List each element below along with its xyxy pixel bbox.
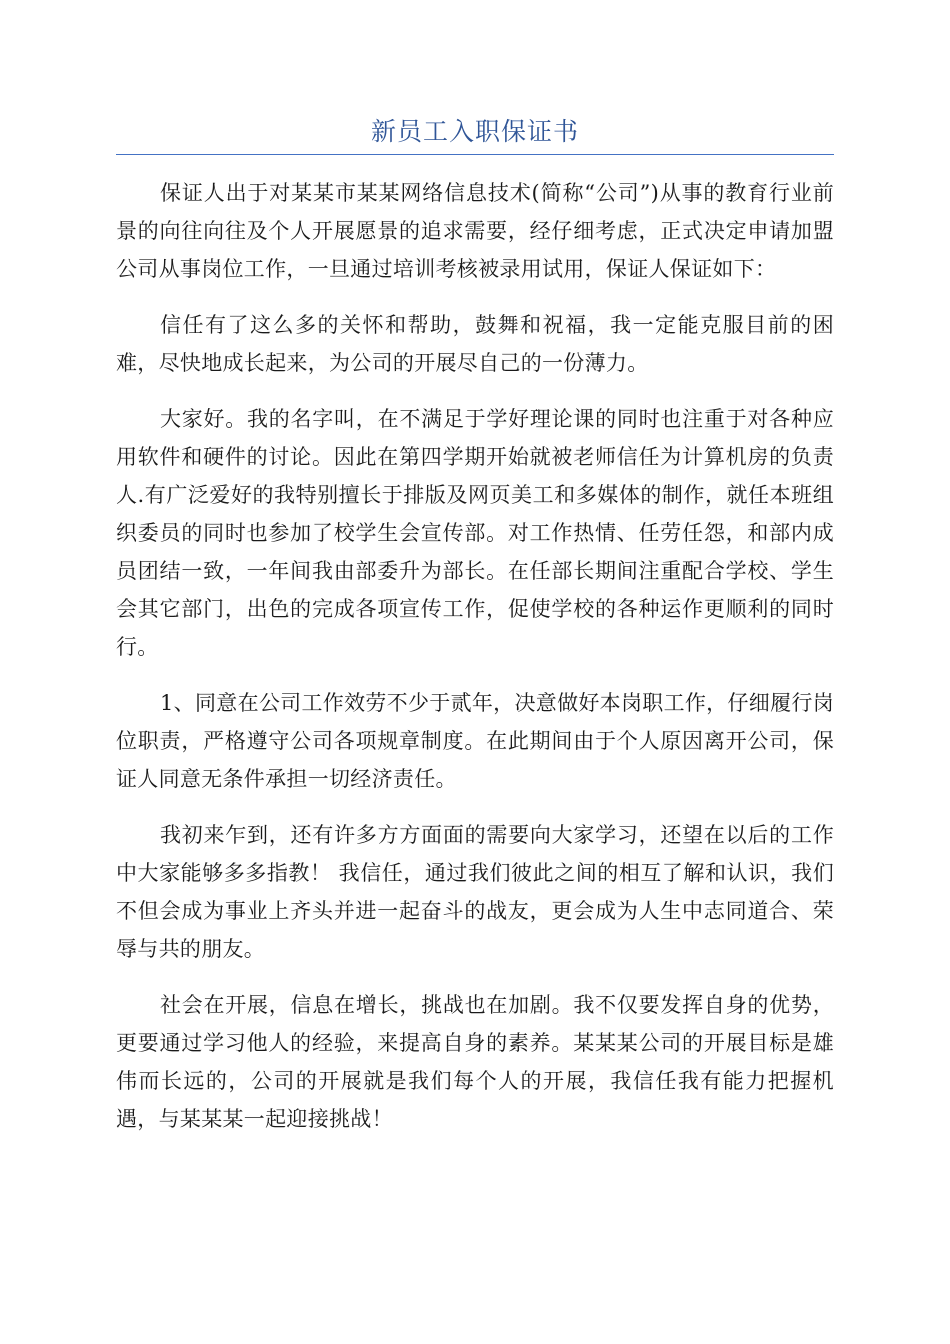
document-title: 新员工入职保证书 bbox=[370, 117, 579, 146]
paragraph-clause-1: 1、同意在公司工作效劳不少于贰年，决意做好本岗职工作，仔细履行岗位职责，严格遵守公司各项规章制度。在此期间由于个人原因离开公司，保证人同意无条件承担一切经济责任。 bbox=[116, 691, 834, 791]
paragraph-newcomer: 我初来乍到，还有许多方方面面的需要向大家学习，还望在以后的工作中大家能够多多指教！ 我信任，通过我们彼此之间的相互了解和认识，我们不但会成为事业上齐头并进一起奋斗的战友，更会成为人生中志同道合、荣辱与共的朋友。 bbox=[116, 823, 834, 961]
paragraph-closing: 社会在开展，信息在增长，挑战也在加剧。我不仅要发挥自身的优势，更要通过学习他人的经验，来提高自身的素养。某某某公司的开展目标是雄伟而长远的，公司的开展就是我们每个人的开展，我信任我有能力把握机遇，与某某某一起迎接挑战！ bbox=[116, 993, 834, 1131]
title-underline bbox=[116, 154, 834, 155]
document-body bbox=[116, 174, 834, 1156]
paragraph-self-introduction: 大家好。我的名字叫，在不满足于学好理论课的同时也注重于对各种应用软件和硬件的讨论。因此在第四学期开始就被老师信任为计算机房的负责人.有广泛爱好的我特别擅长于排版及网页美工和多媒体的制作，就任本班组织委员的同时也参加了校学生会宣传部。对工作热情、任劳任怨，和部内成员团结一致，一年间我由部委升为部长。在任部长期间注重配合学校、学生会其它部门，出色的完成各项宣传工作，促使学校的各种运作更顺利的同时行。 bbox=[116, 407, 834, 659]
paragraph-guarantor-intro: 保证人出于对某某市某某网络信息技术(简称“公司”)从事的教育行业前景的向往向往及个人开展愿景的追求需要，经仔细考虑，正式决定申请加盟公司从事岗位工作，一旦通过培训考核被录用试用，保证人保证如下： bbox=[116, 181, 834, 281]
paragraph-trust-help: 信任有了这么多的关怀和帮助，鼓舞和祝福，我一定能克服目前的困难，尽快地成长起来，为公司的开展尽自己的一份薄力。 bbox=[116, 313, 834, 375]
